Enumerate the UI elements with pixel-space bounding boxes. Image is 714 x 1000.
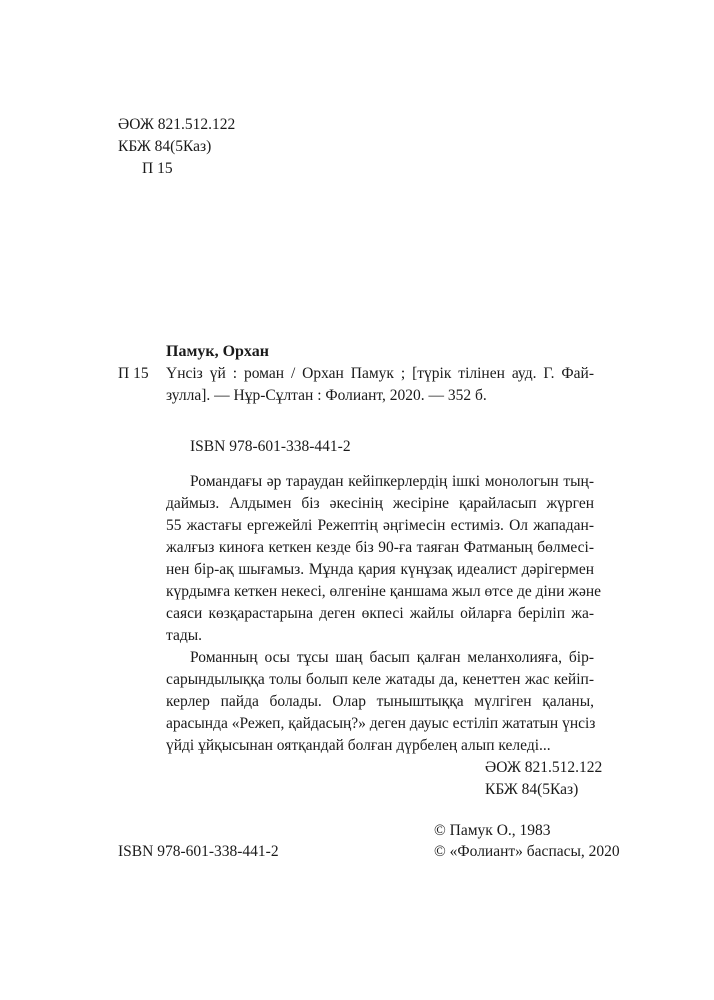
footer-isbn: ISBN 978-601-338-441-2 [118,843,279,860]
annotation-line: керлер пайда болады. Олар тыныштыққа мүлгіген қаланы, [166,693,594,710]
entry-isbn: ISBN 978-601-338-441-2 [190,438,351,455]
annotation-line: саяси көзқарастарына деген өкпесі жайлы ойларға беріліп жа- [166,605,594,622]
annotation-line: арасында «Режеп, қайдасың?» деген дауыс естіліп жататын үнсіз [166,715,596,732]
copyright-publisher: © «Фолиант» баспасы, 2020 [434,843,620,860]
lbc-code-bottom: КБЖ 84(5Каз) [485,781,579,798]
copyright-author: © Памук О., 1983 [434,822,551,839]
annotation-line: Романның осы тұсы шаң басып қалған меланхолияға, бір- [190,649,594,666]
annotation-line: күрдымға кеткен некесі, өлгеніне қаншама жыл өтсе де діни және [166,583,602,600]
annotation-line: тады. [166,627,203,644]
annotation-line: Романдағы әр тараудан кейіпкерлердің ішкі монологын тың- [190,473,594,490]
annotation-line: 55 жастағы ергежейлі Режептің әңгімесін естиміз. Ол жападан- [166,517,594,534]
annotation-line: нен бір-ақ шығамыз. Мұнда қария күнұзақ идеалист дәрігермен [166,561,594,578]
author-mark-top: П 15 [142,160,173,177]
annotation-line: жалғыз киноға кеткен кезде біз 90-ға таяған Фатманың бөлмесі- [166,539,594,556]
author-heading: Памук, Орхан [166,343,269,360]
udc-code-top: ӘОЖ 821.512.122 [118,116,236,133]
author-mark-entry: П 15 [118,365,149,382]
udc-code-bottom: ӘОЖ 821.512.122 [485,759,603,776]
lbc-code-top: КБЖ 84(5Каз) [118,138,212,155]
annotation-line: сарындылыққа толы болып келе жатады да, кенеттен жас кейіп- [166,671,594,688]
annotation-line: даймыз. Алдымен біз әкесінің жесіріне қарайласып жүрген [166,495,594,512]
description-line-1: Үнсіз үй : роман / Орхан Памук ; [түрік тілінен ауд. Г. Фай- [166,365,594,382]
annotation-line: үйді ұйқысынан оятқандай болған дүрбелең алып келеді... [166,737,551,754]
description-line-2: зулла]. — Нұр-Сұлтан : Фолиант, 2020. — 352 б. [166,387,487,404]
